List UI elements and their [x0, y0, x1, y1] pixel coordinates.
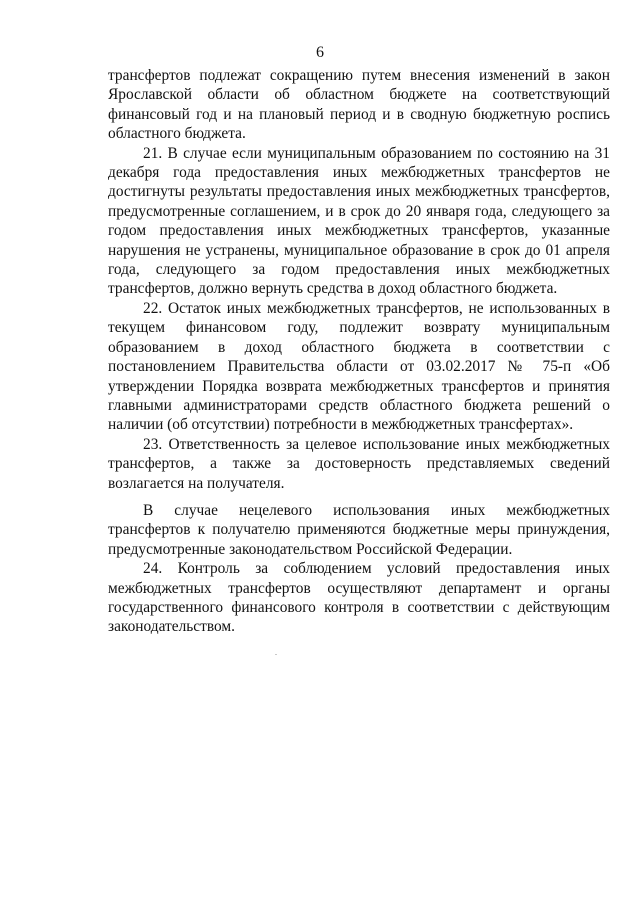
paragraph-misuse: В случае нецелевого использования иных межбюджетных трансфертов к получателю применяются бюджетные меры принуждения, предусмотренные законодательством Российской Федерации. [108, 501, 610, 558]
scan-speck [275, 654, 277, 655]
paragraph-21: 21. В случае если муниципальным образованием по состоянию на 31 декабря года предоставления иных межбюджетных трансфертов не достигнуты результаты предоставления иных межбюджетных трансфертов, предусмотренные соглашением, и в срок до 20 января года, следующего за годом предоставления иных межбюджетных трансфертов, указанные нарушения не устранены, муниципальное образование в срок до 01 апреля года, следующего за годом предоставления иных межбюджетных трансфертов, должно вернуть средства в доход областного бюджета. [108, 144, 610, 298]
document-body [108, 66, 610, 637]
paragraph-23: 23. Ответственность за целевое использование иных межбюджетных трансфертов, а также за достоверность представляемых сведений возлагается на получателя. [108, 435, 610, 492]
page-number: 6 [316, 44, 324, 61]
paragraph-continuation: трансфертов подлежат сокращению путем внесения изменений в закон Ярославской области об областном бюджете на соответствующий финансовый год и на плановый период и в сводную бюджетную роспись областного бюджета. [108, 67, 610, 143]
paragraph-22: 22. Остаток иных межбюджетных трансфертов, не использованных в текущем финансовом году, подлежит возврату муниципальным образованием в доход областного бюджета в соответствии с постановлением Правительства области от 03.02.2017 № 75-п «Об утверждении Порядка возврата межбюджетных трансфертов и принятия главными администраторами средств областного бюджета решений о наличии (об отсутствии) потребности в межбюджетных трансфертах». [108, 299, 610, 434]
paragraph-24: 24. Контроль за соблюдением условий предоставления иных межбюджетных трансфертов осуществляют департамент и органы государственного финансового контроля в соответствии с действующим законодательством. [108, 560, 610, 636]
